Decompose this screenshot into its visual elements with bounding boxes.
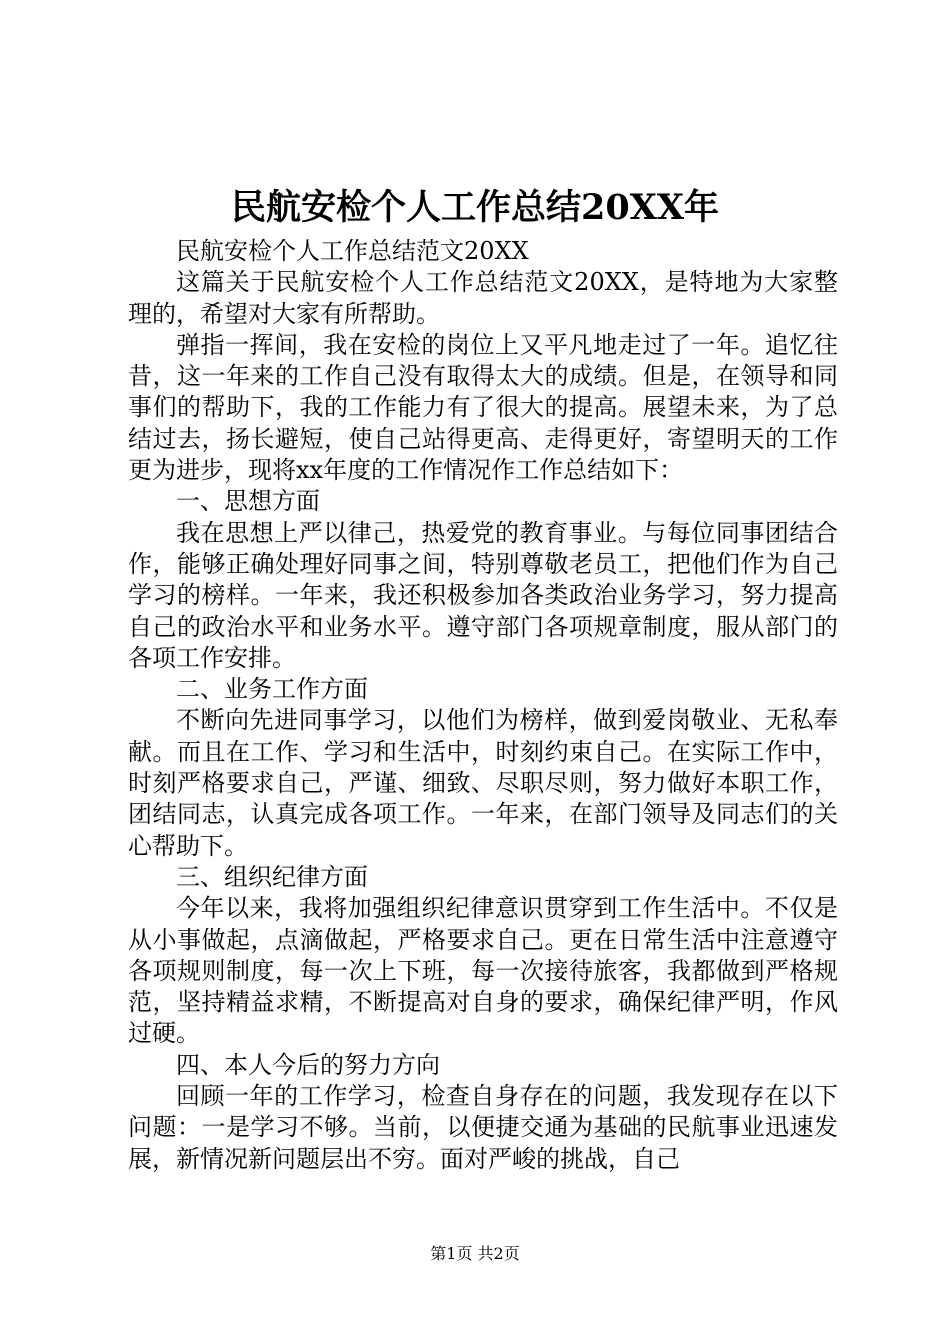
page-footer: 第1页 共2页	[430, 1244, 520, 1263]
section-heading: 三、组织纪律方面	[176, 862, 368, 891]
paragraph: 今年以来，我将加强组织纪律意识贯穿到工作生活中。不仅是从小事做起，点滴做起，严格要求自己。更在日常生活中注意遵守各项规则制度，每一次上下班，每一次接待旅客，我都做到严格规范，坚持精益求精，不断提高对自身的要求，确保纪律严明，作风过硬。	[128, 894, 838, 1048]
section-heading: 二、业务工作方面	[176, 675, 368, 704]
paragraph: 这篇关于民航安检个人工作总结范文20XX，是特地为大家整理的，希望对大家有所帮助。	[128, 268, 838, 328]
paragraph: 我在思想上严以律己，热爱党的教育事业。与每位同事团结合作，能够正确处理好同事之间，特别尊敬老员工，把他们作为自己学习的榜样。一年来，我还积极参加各类政治业务学习，努力提高自己的政治水平和业务水平。遵守部门各项规章制度，服从部门的各项工作安排。	[128, 518, 838, 672]
paragraph: 民航安检个人工作总结范文20XX	[176, 237, 529, 265]
document-title: 民航安检个人工作总结20XX年	[230, 187, 720, 228]
section-heading: 一、思想方面	[176, 487, 320, 516]
paragraph: 弹指一挥间，我在安检的岗位上又平凡地走过了一年。追忆往昔，这一年来的工作自己没有取得太大的成绩。但是，在领导和同事们的帮助下，我的工作能力有了很大的提高。展望未来，为了总结过去，扬长避短，使自己站得更高、走得更好，寄望明天的工作更为进步，现将xx年度的工作情况作工作总结如下：	[128, 330, 838, 485]
document-body	[128, 236, 838, 1175]
paragraph: 不断向先进同事学习，以他们为榜样，做到爱岗敬业、无私奉献。而且在工作、学习和生活中，时刻约束自己。在实际工作中，时刻严格要求自己，严谨、细致、尽职尽则，努力做好本职工作，团结同志，认真完成各项工作。一年来，在部门领导及同志们的关心帮助下。	[128, 706, 838, 860]
section-heading: 四、本人今后的努力方向	[176, 1050, 440, 1079]
paragraph: 回顾一年的工作学习，检查自身存在的问题，我发现存在以下问题：一是学习不够。当前，以便捷交通为基础的民航事业迅速发展，新情况新问题层出不穷。面对严峻的挑战，自己	[128, 1082, 838, 1173]
